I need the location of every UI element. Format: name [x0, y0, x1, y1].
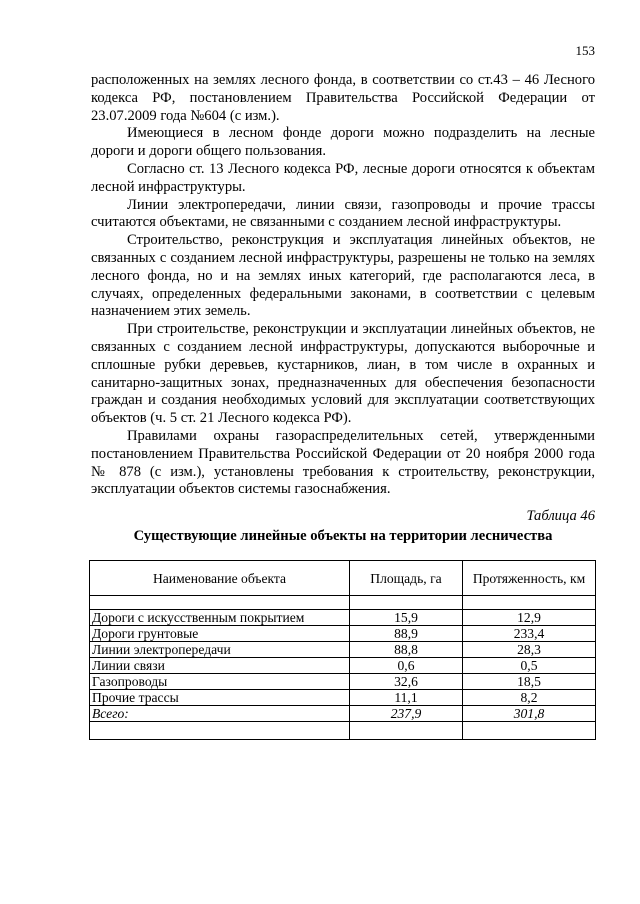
cell-area: 88,9 [350, 626, 463, 642]
table-row [90, 658, 596, 674]
table-row [90, 610, 596, 626]
cell-length: 28,3 [463, 642, 596, 658]
cell-area: 11,1 [350, 690, 463, 706]
total-area: 237,9 [350, 706, 463, 722]
blank-row [90, 596, 596, 610]
cell-length: 18,5 [463, 674, 596, 690]
cell-area: 88,8 [350, 642, 463, 658]
table-row [90, 674, 596, 690]
paragraph-3: Согласно ст. 13 Лесного кодекса РФ, лесные дороги относятся к объектам лесной инфраструктуры. [91, 160, 595, 195]
paragraph-5: Строительство, реконструкция и эксплуатация линейных объектов, не связанных с созданием лесной инфраструктуры, разрешены не только на землях лесного фонда, но и на землях иных категорий, где располагаются леса, в случаях, определенных федеральными законами, в соответствии с целевым назначением этих земель. [91, 232, 595, 320]
total-row [90, 706, 596, 722]
table-row [90, 626, 596, 642]
cell-name: Газопроводы [90, 674, 350, 690]
body-text [91, 72, 595, 499]
total-label: Всего: [90, 706, 350, 722]
cell-length: 8,2 [463, 690, 596, 706]
paragraph-6: При строительстве, реконструкции и эксплуатации линейных объектов, не связанных с созданием лесной инфраструктуры, допускаются выборочные и сплошные рубки деревьев, кустарников, лиан, в том числе в охранных и санитарно-защитных зонах, предназначенных для обеспечения безопасности граждан и создания необходимых условий для эксплуатации соответствующих объектов (ч. 5 ст. 21 Лесного кодекса РФ). [91, 321, 595, 427]
cell-length: 233,4 [463, 626, 596, 642]
cell-name: Прочие трассы [90, 690, 350, 706]
bottom-padding-row [90, 722, 596, 740]
paragraph-7: Правилами охраны газораспределительных сетей, утвержденными постановлением Правительства Российской Федерации от 20 ноября 2000 года № 878 (с изм.), установлены требования к строительству, реконструкции, эксплуатации объектов системы газоснабжения. [91, 427, 595, 498]
table-caption: Таблица 46 [526, 508, 595, 524]
cell-name: Линии электропередачи [90, 642, 350, 658]
cell-name: Линии связи [90, 658, 350, 674]
header-name: Наименование объекта [90, 561, 350, 596]
paragraph-2: Имеющиеся в лесном фонде дороги можно подразделить на лесные дороги и дороги общего пользования. [91, 125, 595, 160]
cell-area: 32,6 [350, 674, 463, 690]
cell-length: 12,9 [463, 610, 596, 626]
header-length: Протяженность, км [463, 561, 596, 596]
cell-area: 15,9 [350, 610, 463, 626]
table-row [90, 642, 596, 658]
paragraph-1: расположенных на землях лесного фонда, в соответствии со ст.43 – 46 Лесного кодекса РФ, постановлением Правительства Российской Федерации от 23.07.2009 года №604 (с изм.). [91, 72, 595, 124]
total-length: 301,8 [463, 706, 596, 722]
cell-name: Дороги грунтовые [90, 626, 350, 642]
cell-area: 0,6 [350, 658, 463, 674]
linear-objects-table [89, 560, 596, 740]
page-number: 153 [575, 43, 595, 58]
cell-length: 0,5 [463, 658, 596, 674]
paragraph-4: Линии электропередачи, линии связи, газопроводы и прочие трассы считаются объектами, не связанными с созданием лесной инфраструктуры. [91, 196, 595, 231]
cell-name: Дороги с искусственным покрытием [90, 610, 350, 626]
table-header-row [90, 561, 596, 596]
table-row [90, 690, 596, 706]
table-title: Существующие линейные объекты на территории лесничества [133, 528, 553, 544]
header-area: Площадь, га [350, 561, 463, 596]
